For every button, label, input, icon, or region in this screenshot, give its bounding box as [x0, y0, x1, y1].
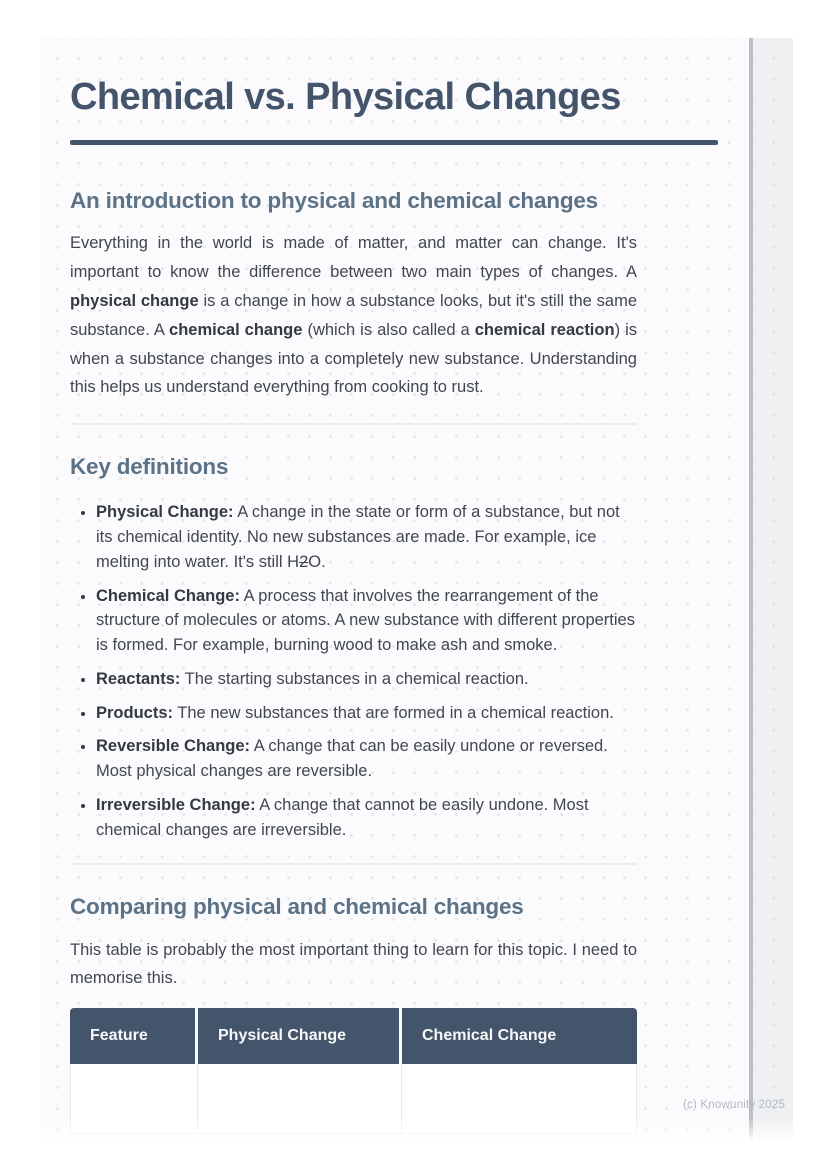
- header-cell-physical-change: Physical Change: [198, 1008, 402, 1064]
- comparison-heading: Comparing physical and chemical changes: [70, 894, 524, 920]
- header-cell-chemical-change: Chemical Change: [402, 1008, 637, 1064]
- body-column: [70, 187, 637, 1134]
- definition-item: • Irreversible Change: A change that cannot be easily undone. Most chemical changes are irreversible.: [96, 793, 637, 843]
- page-content: [40, 38, 750, 1134]
- definitions-list: [70, 500, 637, 842]
- section-divider: [70, 423, 637, 425]
- comparison-table: [70, 1008, 637, 1134]
- body-cell: [402, 1064, 637, 1134]
- body-cell: [198, 1064, 402, 1134]
- definition-item: • Chemical Change: A process that involves the rearrangement of the structure of molecules or atoms. A new substance with different properties is formed. For example, burning wood to make ash and smoke.: [96, 584, 637, 658]
- definitions-heading: Key definitions: [70, 454, 229, 480]
- copyright-footer: (c) Knowunity 2025: [683, 1099, 786, 1111]
- definition-item: • Reactants: The starting substances in a chemical reaction.: [96, 667, 637, 692]
- title-rule: [70, 140, 718, 145]
- definition-item: • Products: The new substances that are formed in a chemical reaction.: [96, 701, 637, 726]
- intro-paragraph: Everything in the world is made of matter, and matter can change. It's important to know the difference between two main types of changes. A physical change is a change in how a substance looks, but it's still the same substance. A chemical change (which is also called a chemical reaction) is when a substance changes into a completely new substance. Understanding this helps us understand everything from cooking to rust.: [70, 234, 637, 397]
- document-page: [40, 38, 750, 1171]
- definition-item: • Reversible Change: A change that can be easily undone or reversed. Most physical changes are reversible.: [96, 734, 637, 784]
- table-header-row: [70, 1008, 637, 1064]
- section-divider: [70, 863, 637, 865]
- page-edge-line: [749, 38, 753, 1171]
- table-body-row: [70, 1064, 637, 1134]
- next-page-strip: [753, 38, 793, 1171]
- intro-heading: An introduction to physical and chemical changes: [70, 187, 598, 213]
- body-cell: [70, 1064, 198, 1134]
- comparison-paragraph: This table is probably the most important thing to learn for this topic. I need to memorise this.: [70, 940, 637, 988]
- page-title: Chemical vs. Physical Changes: [70, 76, 621, 118]
- definition-item: • Physical Change: A change in the state or form of a substance, but not its chemical identity. No new substances are made. For example, ice melting into water. It's still H2O.: [96, 500, 637, 574]
- header-cell-feature: Feature: [70, 1008, 198, 1064]
